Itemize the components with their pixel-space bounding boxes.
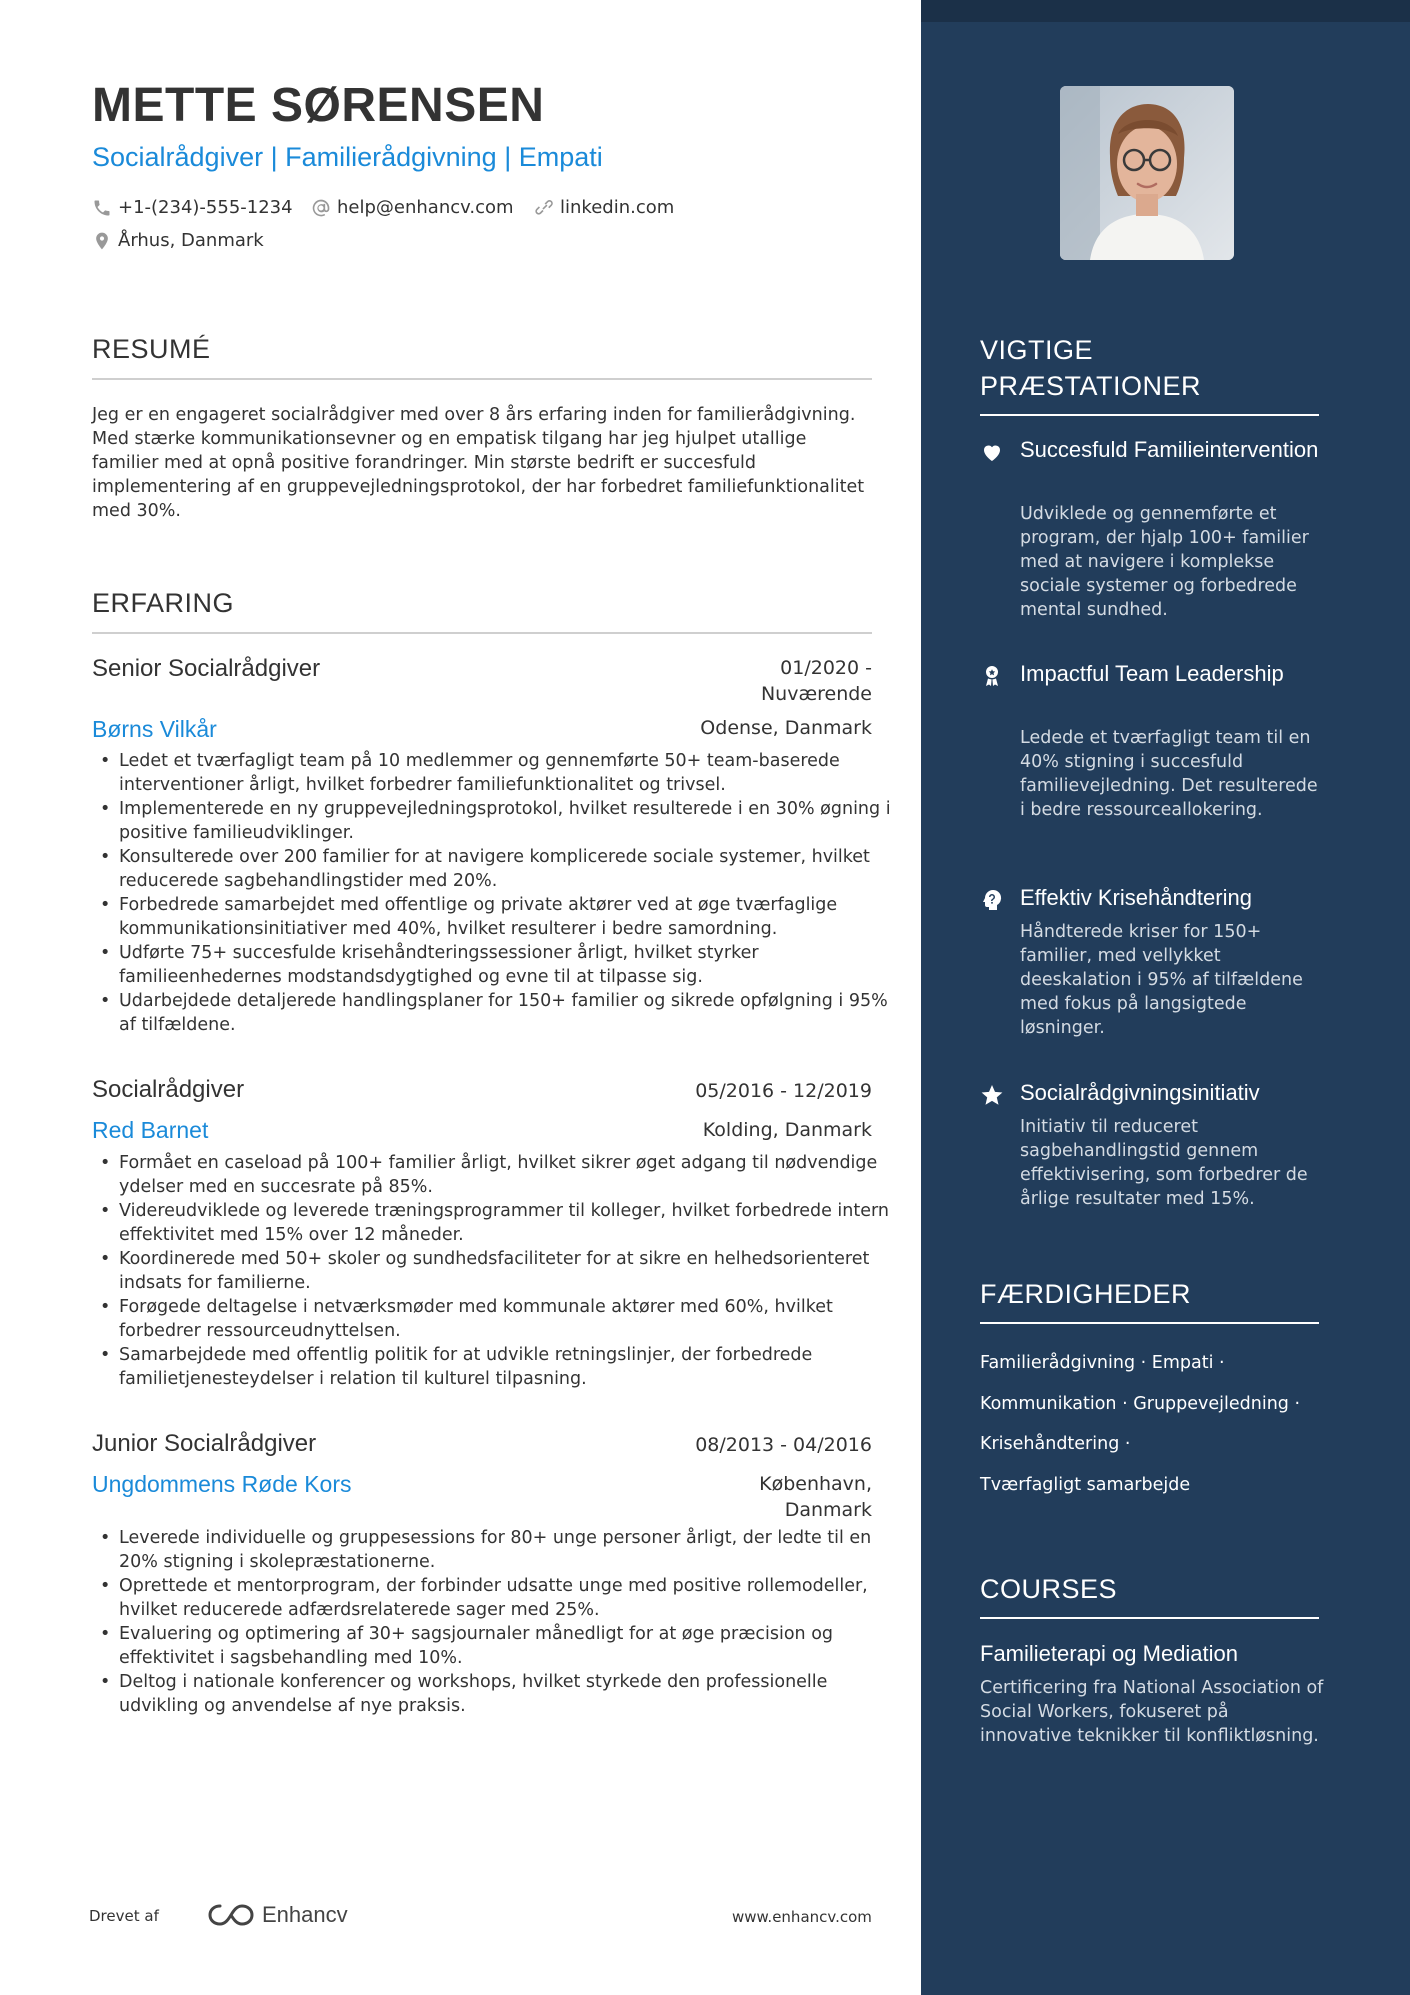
- skills-divider: [980, 1322, 1319, 1324]
- job-location-country: Danmark: [784, 1499, 872, 1521]
- candidate-title: Socialrådgiver | Familierådgivning | Empati: [92, 142, 603, 172]
- contact-phone: [92, 197, 293, 218]
- portrait-image: [1060, 86, 1234, 260]
- job-title: Socialrådgiver: [92, 1076, 245, 1103]
- location-pin-icon: [92, 231, 112, 251]
- at-icon: [311, 198, 331, 218]
- course-title: Familieterapi og Mediation: [980, 1641, 1239, 1666]
- candidate-name: METTE SØRENSEN: [92, 79, 545, 132]
- achievement-desc: Initiativ til reduceret sagbehandlingstid gennem effektivisering, som forbedrer de årlige resultater med 15%.: [1020, 1117, 1308, 1209]
- experience-divider: [92, 632, 872, 634]
- bullet-item: • Udførte 75+ succesfulde krisehåndteringssessioner årligt, hvilket styrker familieenhedernes modstandsdygtighed og evne til at tilpasse sig.: [119, 941, 901, 989]
- linkedin-text[interactable]: linkedin.com: [560, 197, 675, 218]
- phone-text: +1-(234)-555-1234: [118, 197, 293, 218]
- contact-location: [92, 230, 264, 251]
- bullet-item: • Udarbejdede detaljerede handlingsplaner for 150+ familier og sikrede opfølgning i 95% af tilfældene.: [119, 989, 901, 1037]
- achievement-item: [980, 436, 1319, 626]
- achievement-item: [980, 1079, 1319, 1219]
- summary-heading: RESUMÉ: [92, 334, 211, 364]
- profile-photo: [1060, 86, 1234, 260]
- summary-text: Jeg er en engageret socialrådgiver med over 8 års erfaring inden for familierådgivning. Med stærke kommunikationsevner og en empatisk tilgang har jeg hjulpet utallige familier med at opnå positive forandringer. Min største bedrift er succesfuld implementering af en gruppevejledningsprotokol, der har forbedret familiefunktionalitet med 30%.: [92, 405, 865, 521]
- courses-heading: COURSES: [980, 1574, 1118, 1604]
- courses-divider: [980, 1617, 1319, 1619]
- achievement-title: Effektiv Krisehåndtering: [1020, 885, 1252, 910]
- sidebar-top-bar: [921, 0, 1410, 22]
- job-date-start: 01/2020 -: [780, 657, 872, 679]
- bullet-item: • Oprettede et mentorprogram, der forbinder udsatte unge med positive rollemodeller, hvilket reducerede adfærdsrelaterede sager med 25%.: [119, 1574, 901, 1622]
- job-date: [761, 655, 872, 707]
- achievement-item: [980, 660, 1319, 850]
- achievement-title: Succesfuld Familieintervention: [1020, 437, 1319, 462]
- star-icon: [980, 1083, 1004, 1107]
- achievements-heading: [980, 332, 1201, 404]
- skills-heading: FÆRDIGHEDER: [980, 1279, 1192, 1309]
- award-icon: [980, 664, 1004, 688]
- bullet-item: • Evaluering og optimering af 30+ sagsjournaler månedligt for at øge præcision og effektivitet i sagsbehandling med 10%.: [119, 1622, 901, 1670]
- skills-line: Familierådgivning · Empati ·: [980, 1353, 1225, 1373]
- achievements-divider: [980, 414, 1319, 416]
- job-title: Junior Socialrådgiver: [92, 1430, 317, 1457]
- brand-name: Enhancv: [262, 1902, 348, 1927]
- bullet-item: • Ledet et tværfagligt team på 10 medlemmer og gennemførte 50+ team-baserede interventioner årligt, hvilket forbedrer familiefunktionalitet og trivsel.: [119, 749, 901, 797]
- footer-url[interactable]: www.enhancv.com: [732, 1908, 872, 1926]
- skills-list: [980, 1343, 1319, 1505]
- achievement-title: Impactful Team Leadership: [1020, 661, 1284, 686]
- bullet-item: • Koordinerede med 50+ skoler og sundhedsfaciliteter for at sikre en helhedsorienteret indsats for familierne.: [119, 1247, 901, 1295]
- achievement-desc: Udviklede og gennemførte et program, der hjalp 100+ familier med at navigere i komplekse sociale systemer og forbedrede mental sundhed.: [1020, 504, 1309, 620]
- powered-by-label: Drevet af: [89, 1907, 159, 1925]
- summary-divider: [92, 378, 872, 380]
- job-bullets: [92, 1151, 901, 1391]
- company-name: Red Barnet: [92, 1117, 209, 1143]
- bullet-item: • Samarbejdede med offentlig politik for at udvikle retningslinjer, der forbedrede familietjenesteydelser i relation til kulturel tilpasning.: [119, 1343, 901, 1391]
- job-date: 05/2016 - 12/2019: [695, 1080, 872, 1102]
- bullet-item: • Deltog i nationale konferencer og workshops, hvilket styrkede den professionelle udvikling og anvendelse af nye praksis.: [119, 1670, 901, 1718]
- skills-line: Tværfagligt samarbejde: [980, 1474, 1191, 1495]
- achievement-desc: Håndterede kriser for 150+ familier, med vellykket deeskalation i 95% af tilfældene med fokus på langsigtede løsninger.: [1020, 922, 1303, 1038]
- enhancv-logo[interactable]: [208, 1902, 348, 1928]
- job-location: [759, 1471, 872, 1523]
- job-bullets: [92, 1526, 901, 1718]
- achievements-heading-line1: VIGTIGE: [980, 335, 1094, 365]
- course-desc: Certificering fra National Association of Social Workers, fokuseret på innovative teknikker til konfliktløsning.: [980, 1678, 1324, 1746]
- location-text: Århus, Danmark: [118, 230, 264, 251]
- job-date-end: Nuværende: [760, 683, 872, 705]
- sidebar-column: [921, 0, 1410, 1995]
- bullet-item: • Leverede individuelle og gruppesessions for 80+ unge personer årligt, der ledte til en 20% stigning i skolepræstationerne.: [119, 1526, 901, 1574]
- job-location: Kolding, Danmark: [702, 1119, 872, 1141]
- company-name: Ungdommens Røde Kors: [92, 1471, 352, 1497]
- job-location: Odense, Danmark: [700, 717, 872, 739]
- job-date: 08/2013 - 04/2016: [695, 1434, 872, 1456]
- heart-icon: [980, 440, 1004, 464]
- head-icon: [980, 888, 1004, 912]
- experience-heading: ERFARING: [92, 588, 235, 618]
- job-bullets: [92, 749, 901, 1037]
- skills-line: Kommunikation · Gruppevejledning ·: [980, 1393, 1301, 1414]
- bullet-item: • Forbedrede samarbejdet med offentlige og private aktører ved at øge tværfaglige kommunikationsinitiativer med 40%, hvilket resulterer i bedre samordning.: [119, 893, 901, 941]
- achievement-item: [980, 884, 1319, 1044]
- skills-line: Krisehåndtering ·: [980, 1434, 1131, 1454]
- contact-email[interactable]: [311, 197, 514, 218]
- company-name: Børns Vilkår: [92, 716, 217, 742]
- bullet-item: • Formået en caseload på 100+ familier årligt, hvilket sikrer øget adgang til nødvendige ydelser med en succesrate på 85%.: [119, 1151, 901, 1199]
- achievements-heading-line2: PRÆSTATIONER: [980, 371, 1202, 401]
- bullet-item: • Konsulterede over 200 familier for at navigere komplicerede sociale systemer, hvilket reducerede sagbehandlingstider med 20%.: [119, 845, 901, 893]
- infinity-logo-icon: [208, 1902, 254, 1928]
- achievement-title: Socialrådgivningsinitiativ: [1020, 1080, 1260, 1105]
- bullet-item: • Implementerede en ny gruppevejledningsprotokol, hvilket resulterede i en 30% øgning i positive familieudviklinger.: [119, 797, 901, 845]
- link-icon: [534, 198, 554, 218]
- contact-linkedin[interactable]: [534, 197, 674, 218]
- achievement-desc: Ledede et tværfagligt team til en 40% stigning i succesfuld familievejledning. Det resulterede i bedre ressourceallokering.: [1020, 728, 1318, 820]
- job-location-city: København,: [759, 1473, 872, 1495]
- email-text[interactable]: help@enhancv.com: [337, 197, 514, 218]
- phone-icon: [92, 198, 112, 218]
- job-title: Senior Socialrådgiver: [92, 655, 321, 682]
- bullet-item: • Forøgede deltagelse i netværksmøder med kommunale aktører med 60%, hvilket forbedrer ressourceudnyttelsen.: [119, 1295, 901, 1343]
- bullet-item: • Videreudviklede og leverede træningsprogrammer til kolleger, hvilket forbedrede intern effektivitet med 15% over 12 måneder.: [119, 1199, 901, 1247]
